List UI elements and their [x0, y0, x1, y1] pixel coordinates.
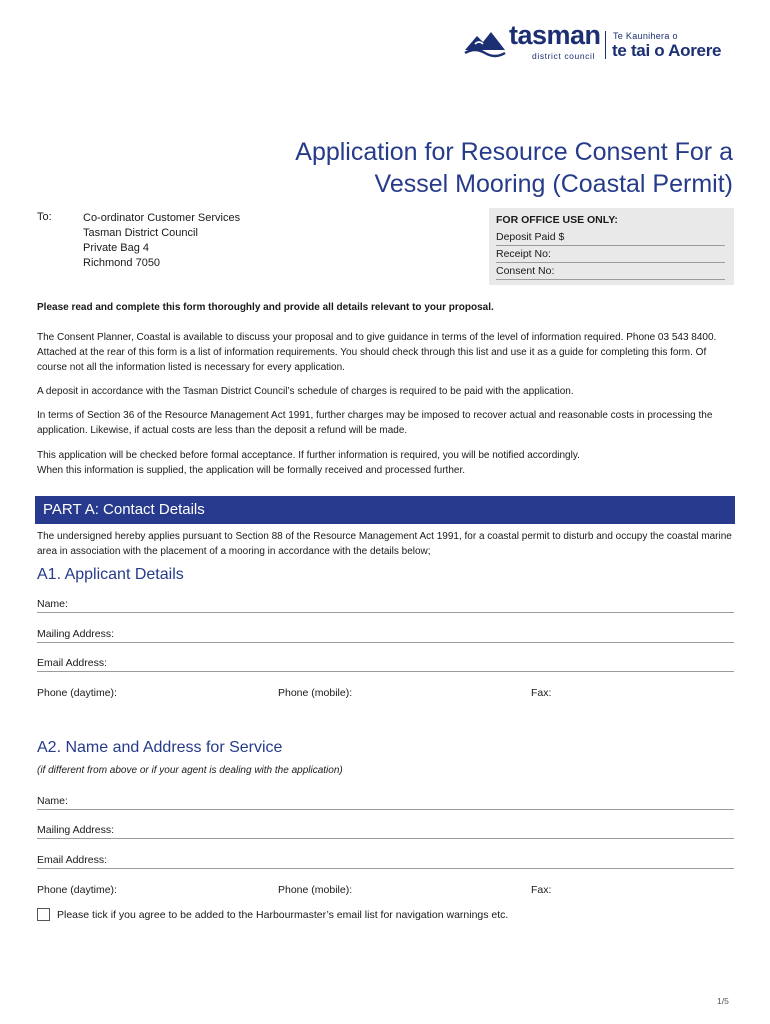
logo-subtitle: district council	[532, 51, 595, 61]
intro-paragraph-4-line-2: When this information is supplied, the application will be formally received and processed further.	[37, 465, 465, 476]
office-use-box	[489, 208, 734, 285]
a2-fax-label[interactable]: Fax:	[531, 884, 552, 896]
a1-email-label: Email Address:	[37, 657, 108, 669]
address-line: Co-ordinator Customer Services	[83, 212, 241, 224]
intro-paragraph-2: A deposit in accordance with the Tasman District Council’s schedule of charges is required to be paid with the application.	[37, 386, 574, 397]
a1-fax-label[interactable]: Fax:	[531, 687, 552, 699]
page-title	[295, 136, 733, 200]
mountain-wave-icon	[463, 28, 507, 58]
harbourmaster-email-checkbox-label: Please tick if you agree to be added to the Harbourmaster’s email list for navigation warnings etc.	[57, 909, 509, 921]
a2-email-field[interactable]	[37, 854, 734, 869]
office-use-heading: FOR OFFICE USE ONLY:	[496, 214, 618, 226]
a1-email-field[interactable]	[37, 657, 734, 672]
recipient-address	[83, 211, 240, 271]
a1-mailing-address-field[interactable]	[37, 628, 734, 643]
to-label: To:	[37, 211, 52, 223]
address-line: Private Bag 4	[83, 242, 150, 254]
logo-maori-line2: te tai o Aorere	[612, 41, 722, 60]
a2-phone-daytime-label[interactable]: Phone (daytime):	[37, 884, 117, 896]
address-line: Richmond 7050	[83, 257, 161, 269]
part-a-heading: PART A: Contact Details	[35, 496, 735, 524]
consent-no-field: Consent No:	[496, 263, 725, 280]
a2-mailing-address-field[interactable]	[37, 824, 734, 839]
a1-phone-row	[37, 687, 734, 701]
receipt-no-field: Receipt No:	[496, 246, 725, 263]
a2-phone-mobile-label[interactable]: Phone (mobile):	[278, 884, 353, 896]
harbourmaster-email-checkbox[interactable]	[37, 908, 50, 921]
a2-email-label: Email Address:	[37, 854, 108, 866]
logo-wordmark: tasman	[509, 20, 601, 50]
a2-mailing-address-label: Mailing Address:	[37, 824, 115, 836]
bold-notice: Please read and complete this form thoroughly and provide all details relevant to your proposal.	[37, 302, 494, 313]
logo-maori-line1: Te Kaunihera o	[613, 31, 678, 41]
a2-heading: A2. Name and Address for Service	[37, 739, 283, 756]
part-a-intro: The undersigned hereby applies pursuant to Section 88 of the Resource Management Act 1991, for a coastal permit to disturb and occupy the coastal marine area in association with the placement of a mooring in accordance with the details below;	[37, 531, 732, 557]
a1-name-label: Name:	[37, 598, 68, 610]
title-line-2: Vessel Mooring (Coastal Permit)	[374, 170, 733, 198]
intro-paragraph-4-line-1: This application will be checked before formal acceptance. If further information is required, you will be notified accordingly.	[37, 450, 580, 461]
a1-phone-mobile-label[interactable]: Phone (mobile):	[278, 687, 353, 699]
title-line-1: Application for Resource Consent For a	[295, 138, 733, 166]
intro-paragraph-4	[37, 448, 737, 478]
a1-name-field[interactable]	[37, 598, 734, 613]
a1-phone-daytime-label[interactable]: Phone (daytime):	[37, 687, 117, 699]
council-logo	[463, 20, 748, 64]
a2-name-field[interactable]	[37, 795, 734, 810]
intro-paragraph-1: The Consent Planner, Coastal is available to discuss your proposal and to give guidance in terms of the level of information required. Phone 03 543 8400. Attached at the rear of this form is a list of information requirements. You should check through this list and use it as a guide for completing this form. Of course not all the information listed is necessary for every application.	[37, 332, 717, 373]
logo-divider	[605, 31, 606, 59]
a1-heading: A1. Applicant Details	[37, 566, 184, 583]
page-number: 1/5	[717, 996, 729, 1006]
intro-paragraph-3: In terms of Section 36 of the Resource Management Act 1991, further charges may be imposed to recover actual and reasonable costs in processing the application. Likewise, if actual costs are less than the deposit a refund will be made.	[37, 410, 713, 436]
a2-name-label: Name:	[37, 795, 68, 807]
a2-phone-row	[37, 884, 734, 898]
a1-mailing-address-label: Mailing Address:	[37, 628, 115, 640]
deposit-paid-field: Deposit Paid $	[496, 229, 725, 246]
a2-note: (if different from above or if your agent is dealing with the application)	[37, 765, 343, 776]
address-line: Tasman District Council	[83, 227, 198, 239]
